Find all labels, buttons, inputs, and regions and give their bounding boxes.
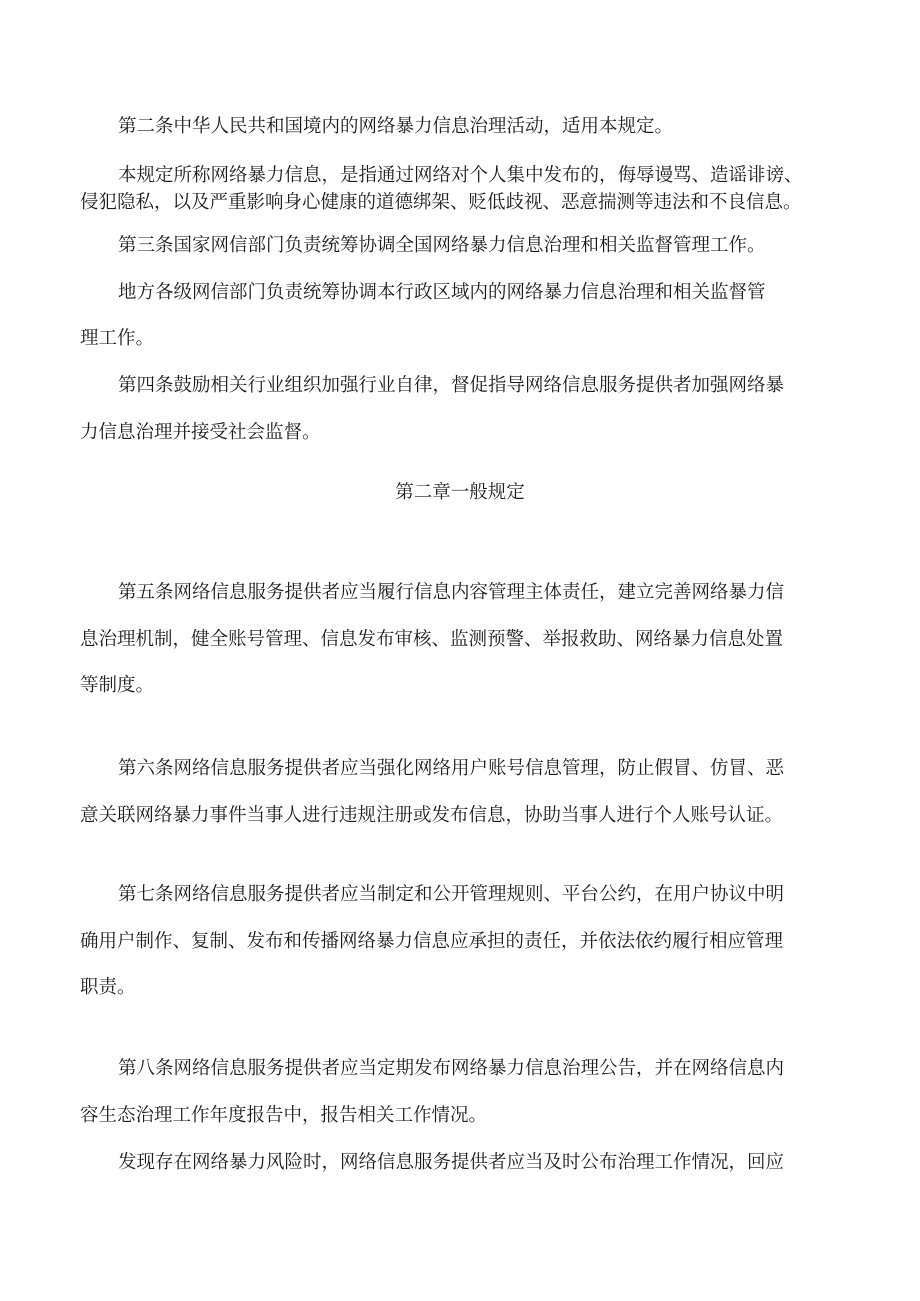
chapter-heading: 第二章一般规定	[395, 482, 525, 503]
paragraph-line: 息治理机制，健全账号管理、信息发布审核、监测预警、举报救助、网络暴力信息处置	[80, 629, 784, 650]
article-6-text: 第六条网络信息服务提供者应当强化网络用户账号信息管理，防止假冒、仿冒、恶	[118, 758, 785, 779]
paragraph-line: 确用户制作、复制、发布和传播网络暴力信息应承担的责任，并依法依约履行相应管理	[80, 931, 784, 952]
paragraph-line: 力信息治理并接受社会监督。	[80, 422, 321, 443]
paragraph-line: 地方各级网信部门负责统筹协调本行政区域内的网络暴力信息治理和相关监督管	[118, 282, 766, 303]
paragraph-line: 职责。	[80, 977, 136, 998]
paragraph-line: 侵犯隐私，以及严重影响身心健康的道德绑架、贬低歧视、恶意揣测等违法和不良信息。	[80, 192, 802, 213]
paragraph-line: 容生态治理工作年度报告中，报告相关工作情况。	[80, 1105, 488, 1126]
article-8-text: 第八条网络信息服务提供者应当定期发布网络暴力信息治理公告，并在网络信息内	[118, 1058, 785, 1079]
article-3-text: 第三条国家网信部门负责统筹协调全国网络暴力信息治理和相关监督管理工作。	[118, 235, 766, 256]
paragraph-line: 发现存在网络暴力风险时，网络信息服务提供者应当及时公布治理工作情况，回应	[118, 1152, 785, 1173]
paragraph-line: 意关联网络暴力事件当事人进行违规注册或发布信息，协助当事人进行个人账号认证。	[80, 805, 784, 826]
article-4-text: 第四条鼓励相关行业组织加强行业自律，督促指导网络信息服务提供者加强网络暴	[118, 375, 785, 396]
article-5-text: 第五条网络信息服务提供者应当履行信息内容管理主体责任，建立完善网络暴力信	[118, 582, 785, 603]
paragraph-line: 等制度。	[80, 675, 155, 696]
paragraph-line: 本规定所称网络暴力信息，是指通过网络对个人集中发布的，侮辱谩骂、造谣诽谤、	[118, 165, 803, 186]
paragraph-line: 理工作。	[80, 328, 155, 349]
article-2-text: 第二条中华人民共和国境内的网络暴力信息治理活动，适用本规定。	[118, 116, 674, 137]
article-7-text: 第七条网络信息服务提供者应当制定和公开管理规则、平台公约，在用户协议中明	[118, 884, 785, 905]
